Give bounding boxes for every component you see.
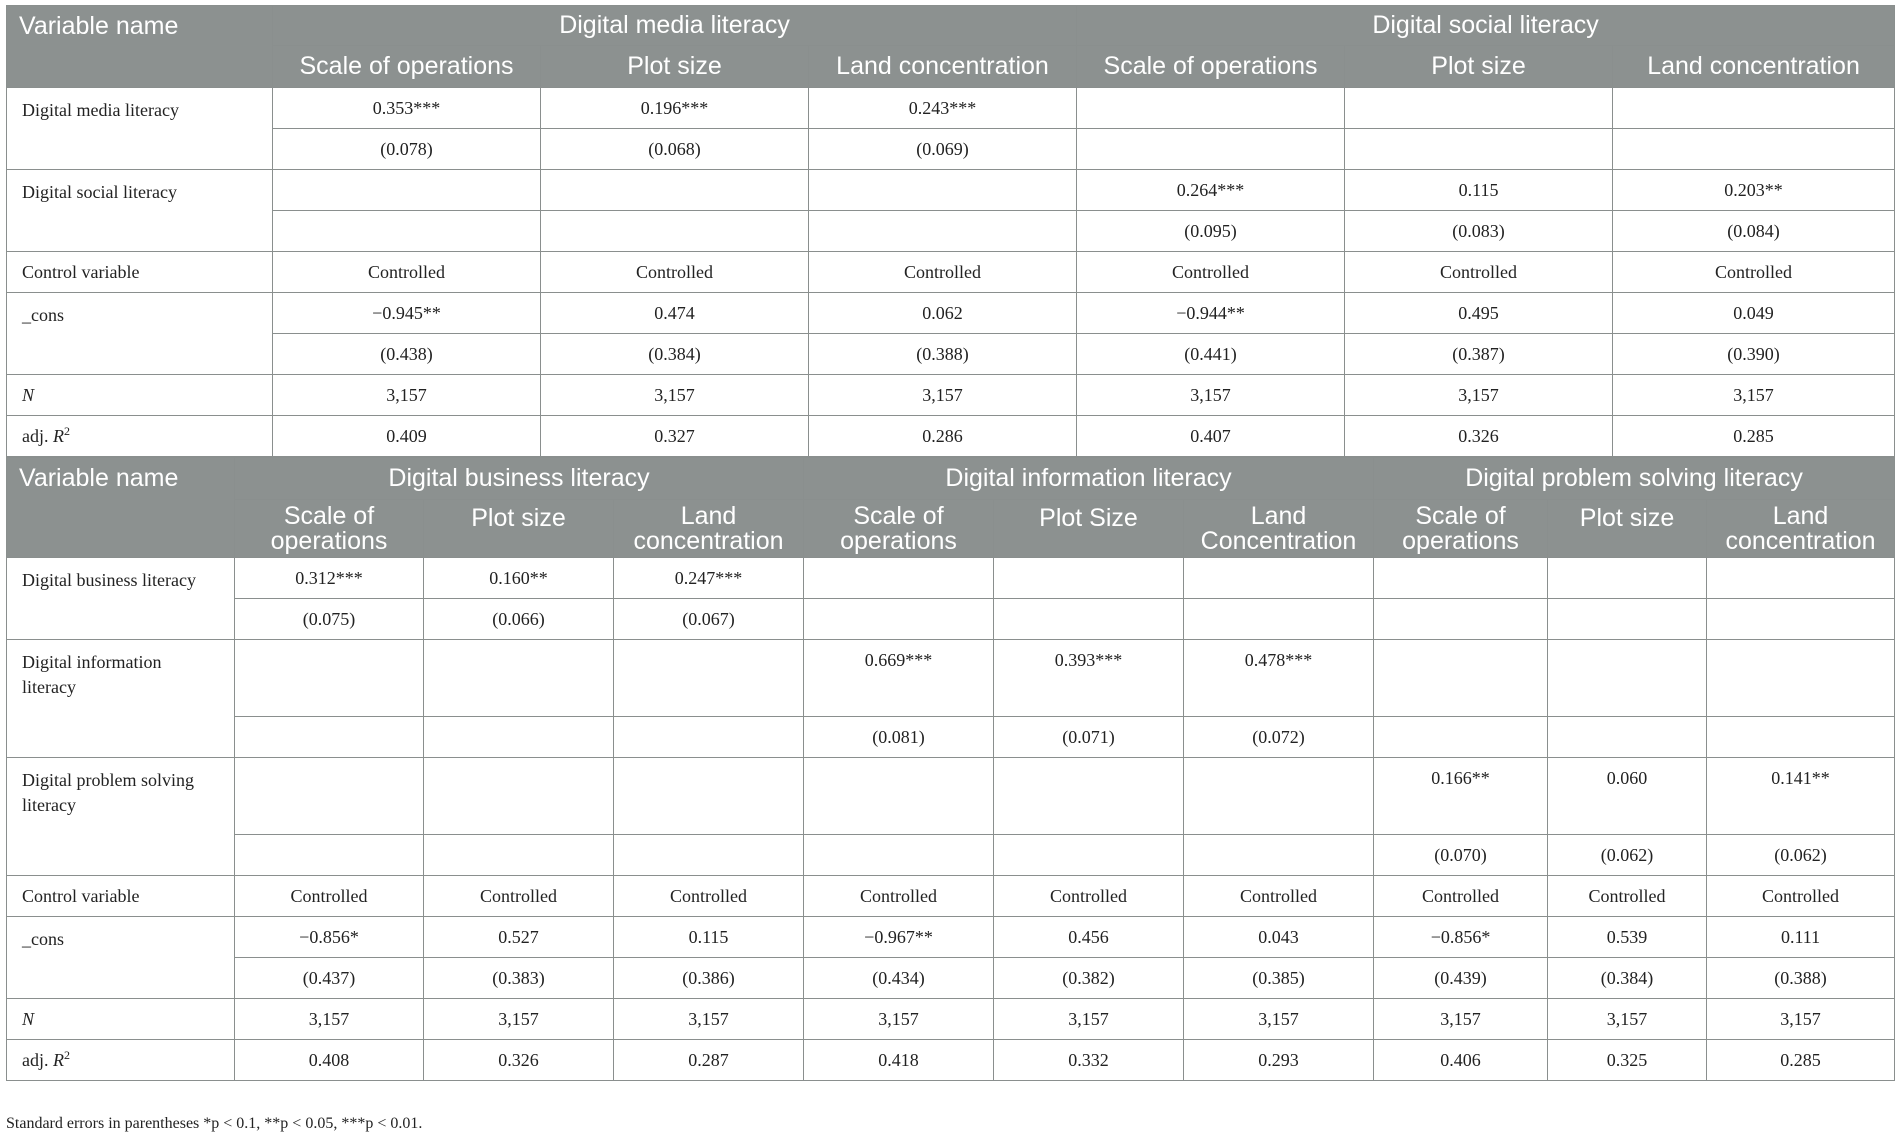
se-cell	[804, 599, 994, 640]
table-row	[7, 211, 1895, 252]
row-label: Digital social literacy	[7, 170, 273, 252]
value-cell: 0.293	[1184, 1040, 1374, 1081]
table-row	[7, 758, 1895, 835]
table-business-information-problem	[6, 457, 1895, 1081]
se-cell	[1707, 717, 1895, 758]
se-cell: (0.385)	[1184, 958, 1374, 999]
row-label: _cons	[7, 293, 273, 375]
se-cell: (0.384)	[541, 334, 809, 375]
coef-cell	[1184, 558, 1374, 599]
coef-cell	[235, 758, 424, 835]
column-header: Land Concentration	[1184, 500, 1374, 558]
table-row	[7, 717, 1895, 758]
table-row	[7, 599, 1895, 640]
table-row	[7, 1040, 1895, 1081]
table-row	[7, 293, 1895, 334]
coef-cell: 0.111	[1707, 917, 1895, 958]
se-cell: (0.095)	[1077, 211, 1345, 252]
se-cell: (0.439)	[1374, 958, 1548, 999]
se-cell	[804, 835, 994, 876]
coef-cell: −0.945**	[273, 293, 541, 334]
coef-cell: 0.456	[994, 917, 1184, 958]
se-cell: (0.075)	[235, 599, 424, 640]
se-cell	[994, 835, 1184, 876]
coef-cell	[804, 758, 994, 835]
se-cell	[235, 717, 424, 758]
value-cell: 3,157	[1077, 375, 1345, 416]
column-header: Land concentration	[1707, 500, 1895, 558]
se-cell	[994, 599, 1184, 640]
se-cell: (0.078)	[273, 129, 541, 170]
coef-cell	[1707, 558, 1895, 599]
column-header: Land concentration	[614, 500, 804, 558]
se-cell: (0.387)	[1345, 334, 1613, 375]
value-cell: 3,157	[235, 999, 424, 1040]
se-cell	[614, 835, 804, 876]
se-cell	[424, 835, 614, 876]
value-cell: 0.326	[1345, 416, 1613, 457]
coef-cell	[1374, 640, 1548, 717]
value-cell: 0.418	[804, 1040, 994, 1081]
value-cell: Controlled	[1548, 876, 1707, 917]
column-header: Plot size	[541, 46, 809, 88]
se-cell: (0.384)	[1548, 958, 1707, 999]
row-label: Digital problem solving literacy	[7, 758, 235, 876]
value-cell: 3,157	[1613, 375, 1895, 416]
coef-cell	[235, 640, 424, 717]
se-cell: (0.070)	[1374, 835, 1548, 876]
coef-cell: 0.312***	[235, 558, 424, 599]
value-cell: 3,157	[809, 375, 1077, 416]
value-cell: 3,157	[1184, 999, 1374, 1040]
group-header: Digital social literacy	[1077, 6, 1895, 46]
se-cell	[541, 211, 809, 252]
se-cell	[1374, 599, 1548, 640]
value-cell: 3,157	[1707, 999, 1895, 1040]
se-cell: (0.388)	[809, 334, 1077, 375]
value-cell: 3,157	[994, 999, 1184, 1040]
coef-cell	[1184, 758, 1374, 835]
group-header: Digital media literacy	[273, 6, 1077, 46]
value-cell: 3,157	[541, 375, 809, 416]
coef-cell: 0.478***	[1184, 640, 1374, 717]
coef-cell	[1707, 640, 1895, 717]
value-cell: 3,157	[1548, 999, 1707, 1040]
coef-cell: 0.141**	[1707, 758, 1895, 835]
coef-cell	[273, 170, 541, 211]
se-cell: (0.437)	[235, 958, 424, 999]
se-cell: (0.383)	[424, 958, 614, 999]
coef-cell: 0.160**	[424, 558, 614, 599]
row-label: adj. $R^2$	[7, 1040, 235, 1081]
row-label: Digital information literacy	[7, 640, 235, 758]
coef-cell: 0.495	[1345, 293, 1613, 334]
group-header: Digital information literacy	[804, 458, 1374, 500]
value-cell: 0.406	[1374, 1040, 1548, 1081]
coef-cell	[1077, 88, 1345, 129]
value-cell: Controlled	[424, 876, 614, 917]
coef-cell	[614, 640, 804, 717]
table-row	[7, 640, 1895, 717]
column-header: Scale of operations	[804, 500, 994, 558]
coef-cell	[541, 170, 809, 211]
value-cell: Controlled	[614, 876, 804, 917]
value-cell: Controlled	[1613, 252, 1895, 293]
coef-cell: 0.527	[424, 917, 614, 958]
value-cell: Controlled	[804, 876, 994, 917]
coef-cell	[809, 170, 1077, 211]
table-row	[7, 999, 1895, 1040]
se-cell	[1077, 129, 1345, 170]
column-header: Plot Size	[994, 500, 1184, 558]
se-cell: (0.062)	[1548, 835, 1707, 876]
column-header: Scale of operations	[235, 500, 424, 558]
value-cell: Controlled	[541, 252, 809, 293]
value-cell: 3,157	[1374, 999, 1548, 1040]
row-label: N	[7, 999, 235, 1040]
coef-cell	[1374, 558, 1548, 599]
coef-cell: 0.043	[1184, 917, 1374, 958]
se-cell	[1548, 599, 1707, 640]
corner-header: Variable name	[7, 458, 235, 558]
coef-cell: 0.115	[614, 917, 804, 958]
column-header: Land concentration	[1613, 46, 1895, 88]
value-cell: Controlled	[1707, 876, 1895, 917]
row-label: Digital media literacy	[7, 88, 273, 170]
table-row	[7, 558, 1895, 599]
se-cell: (0.084)	[1613, 211, 1895, 252]
table-row	[7, 835, 1895, 876]
row-label: N	[7, 375, 273, 416]
se-cell: (0.390)	[1613, 334, 1895, 375]
regression-tables	[6, 5, 1894, 1081]
corner-header: Variable name	[7, 6, 273, 88]
group-header: Digital business literacy	[235, 458, 804, 500]
se-cell: (0.434)	[804, 958, 994, 999]
row-label: _cons	[7, 917, 235, 999]
value-cell: 0.327	[541, 416, 809, 457]
se-cell	[1184, 835, 1374, 876]
table-row	[7, 252, 1895, 293]
se-cell	[1345, 129, 1613, 170]
column-header: Scale of operations	[1077, 46, 1345, 88]
value-cell: 3,157	[424, 999, 614, 1040]
table-row	[7, 876, 1895, 917]
table-row	[7, 416, 1895, 457]
value-cell: Controlled	[273, 252, 541, 293]
value-cell: 0.408	[235, 1040, 424, 1081]
coef-cell: 0.474	[541, 293, 809, 334]
coef-cell: 0.539	[1548, 917, 1707, 958]
table-row	[7, 917, 1895, 958]
value-cell: 0.407	[1077, 416, 1345, 457]
value-cell: 0.326	[424, 1040, 614, 1081]
column-header: Plot size	[1548, 500, 1707, 558]
coef-cell: 0.353***	[273, 88, 541, 129]
column-header: Land concentration	[809, 46, 1077, 88]
column-header: Scale of operations	[1374, 500, 1548, 558]
coef-cell: 0.049	[1613, 293, 1895, 334]
group-header: Digital problem solving literacy	[1374, 458, 1895, 500]
value-cell: 0.285	[1613, 416, 1895, 457]
se-cell	[1613, 129, 1895, 170]
se-cell	[1184, 599, 1374, 640]
se-cell	[1548, 717, 1707, 758]
value-cell: 0.325	[1548, 1040, 1707, 1081]
se-cell: (0.382)	[994, 958, 1184, 999]
coef-cell	[1345, 88, 1613, 129]
table-row	[7, 334, 1895, 375]
footnote: Standard errors in parentheses *p < 0.1, **p < 0.05, ***p < 0.01.	[6, 1115, 423, 1132]
value-cell: 0.409	[273, 416, 541, 457]
se-cell	[1707, 599, 1895, 640]
se-cell: (0.388)	[1707, 958, 1895, 999]
row-label: Digital business literacy	[7, 558, 235, 640]
se-cell	[614, 717, 804, 758]
coef-cell: 0.669***	[804, 640, 994, 717]
se-cell	[424, 717, 614, 758]
value-cell: Controlled	[235, 876, 424, 917]
se-cell	[235, 835, 424, 876]
coef-cell	[614, 758, 804, 835]
coef-cell	[1613, 88, 1895, 129]
coef-cell: 0.196***	[541, 88, 809, 129]
coef-cell: 0.203**	[1613, 170, 1895, 211]
se-cell: (0.081)	[804, 717, 994, 758]
coef-cell: 0.062	[809, 293, 1077, 334]
se-cell: (0.083)	[1345, 211, 1613, 252]
se-cell: (0.441)	[1077, 334, 1345, 375]
coef-cell: −0.967**	[804, 917, 994, 958]
coef-cell	[994, 758, 1184, 835]
coef-cell	[994, 558, 1184, 599]
table-row	[7, 88, 1895, 129]
coef-cell: 0.166**	[1374, 758, 1548, 835]
value-cell: Controlled	[1077, 252, 1345, 293]
table-row	[7, 375, 1895, 416]
column-header: Scale of operations	[273, 46, 541, 88]
se-cell: (0.062)	[1707, 835, 1895, 876]
se-cell: (0.438)	[273, 334, 541, 375]
coef-cell: 0.115	[1345, 170, 1613, 211]
value-cell: 3,157	[273, 375, 541, 416]
value-cell: 3,157	[804, 999, 994, 1040]
value-cell: Controlled	[1184, 876, 1374, 917]
column-header: Plot size	[1345, 46, 1613, 88]
value-cell: Controlled	[1374, 876, 1548, 917]
value-cell: Controlled	[994, 876, 1184, 917]
se-cell	[809, 211, 1077, 252]
se-cell: (0.386)	[614, 958, 804, 999]
value-cell: Controlled	[809, 252, 1077, 293]
se-cell: (0.069)	[809, 129, 1077, 170]
coef-cell: 0.060	[1548, 758, 1707, 835]
row-label: Control variable	[7, 252, 273, 293]
table-row	[7, 170, 1895, 211]
coef-cell	[804, 558, 994, 599]
value-cell: 0.286	[809, 416, 1077, 457]
coef-cell	[1548, 558, 1707, 599]
value-cell: 0.285	[1707, 1040, 1895, 1081]
coef-cell: 0.264***	[1077, 170, 1345, 211]
se-cell	[273, 211, 541, 252]
se-cell: (0.072)	[1184, 717, 1374, 758]
value-cell: Controlled	[1345, 252, 1613, 293]
table-row	[7, 958, 1895, 999]
value-cell: 0.287	[614, 1040, 804, 1081]
se-cell: (0.067)	[614, 599, 804, 640]
coef-cell: 0.247***	[614, 558, 804, 599]
table-media-social	[6, 5, 1895, 457]
coef-cell: −0.856*	[1374, 917, 1548, 958]
value-cell: 3,157	[614, 999, 804, 1040]
se-cell: (0.068)	[541, 129, 809, 170]
column-header: Plot size	[424, 500, 614, 558]
coef-cell	[1548, 640, 1707, 717]
coef-cell	[424, 640, 614, 717]
coef-cell: −0.856*	[235, 917, 424, 958]
se-cell: (0.071)	[994, 717, 1184, 758]
se-cell: (0.066)	[424, 599, 614, 640]
coef-cell: −0.944**	[1077, 293, 1345, 334]
value-cell: 0.332	[994, 1040, 1184, 1081]
se-cell	[1374, 717, 1548, 758]
value-cell: 3,157	[1345, 375, 1613, 416]
row-label: adj. $R^2$	[7, 416, 273, 457]
coef-cell	[424, 758, 614, 835]
table-row	[7, 129, 1895, 170]
row-label: Control variable	[7, 876, 235, 917]
coef-cell: 0.393***	[994, 640, 1184, 717]
coef-cell: 0.243***	[809, 88, 1077, 129]
